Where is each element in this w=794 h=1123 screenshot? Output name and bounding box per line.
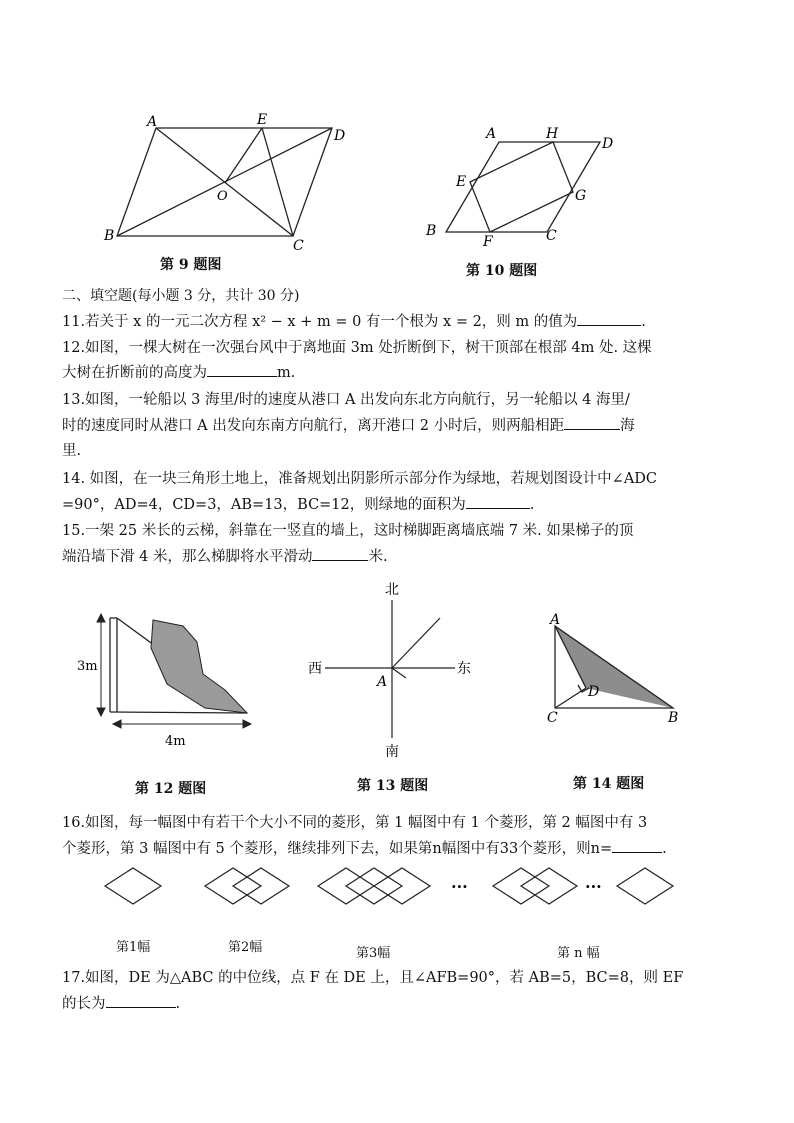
fig9-label-a: A [147,114,158,130]
q14-answer-blank[interactable] [466,494,530,509]
figure-14 [540,612,690,727]
rhombus-caption-2: 第2幅 [228,940,263,955]
fig13-point-a: A [377,674,388,690]
question-14-line2 [62,492,534,518]
fig9-label-o: O [217,189,228,204]
fig10-label-d: D [602,136,614,152]
fig13-caption: 第 13 题图 [357,778,429,794]
question-11 [62,309,646,335]
question-16-line1: 16.如图，每一幅图中有若干个大小不同的菱形，第 1 幅图中有 1 个菱形，第 2 幅图中有 3 [62,815,648,831]
q11-tail: . [641,314,646,330]
fig10-label-e: E [456,174,467,190]
q12-answer-blank[interactable] [207,362,277,377]
question-14-line1: 14. 如图，在一块三角形土地上，准备规划出阴影所示部分作为绿地，若规划图设计中∠ADC [62,471,658,487]
fig9-label-d: D [334,128,346,144]
q15-pre: 端沿墙下滑 4 米，那么梯脚将水平滑动 [62,549,313,565]
figure-12 [75,600,265,760]
fig12-shaded-region [151,620,247,713]
q15-post: 米. [368,549,388,565]
rhombus-caption-n: 第 n 幅 [557,946,600,961]
rhombus-caption-1: 第1幅 [116,940,151,955]
question-16-line2 [62,836,667,862]
fig14-label-a: A [550,612,561,628]
fig10-label-g: G [575,188,587,204]
question-17-line2 [62,991,180,1017]
fig13-east-label: 东 [457,661,471,677]
figure-10 [420,120,620,250]
q12-post: m. [277,365,296,381]
question-13-line1: 13.如图，一轮船以 3 海里/时的速度从港口 A 出发向东北方向航行，另一轮船以 4 海里/ [62,392,630,408]
q15-answer-blank[interactable] [312,546,368,561]
fig13-south-label: 南 [385,744,399,760]
rhombus-caption-3: 第3幅 [356,946,391,961]
q14-post: . [529,497,535,513]
rhombus-ellipsis-2: ··· [585,877,602,896]
fig10-label-b: B [426,223,437,239]
fig14-caption: 第 14 题图 [573,776,645,792]
fig9-label-c: C [293,238,304,253]
question-12-line1: 12.如图，一棵大树在一次强台风中于离地面 3m 处折断倒下，树干顶部在根部 4m 处. 这棵 [62,340,652,356]
fig12-caption: 第 12 题图 [135,781,207,797]
q16-post: . [662,841,667,857]
q17-pre: 的长为 [62,996,106,1012]
q14-pre: =90°，AD=4，CD=3，AB=13，BC=12，则绿地的面积为 [62,497,466,513]
fig10-label-c: C [546,228,557,244]
fig9-label-e: E [257,112,268,128]
fig12-width-label: 4m [165,734,186,749]
rhombus-fig1 [105,868,161,904]
q16-answer-blank[interactable] [612,838,662,853]
question-17-line1: 17.如图，DE 为△ABC 的中位线，点 F 在 DE 上，且∠AFB=90°，若 AB=5，BC=8，则 EF [62,970,684,986]
rhombus-ellipsis-1: ··· [451,877,468,896]
fig9-label-b: B [104,228,115,244]
question-15-line2 [62,544,388,570]
q11-text: 11.若关于 x 的一元二次方程 x² − x + m = 0 有一个根为 x = 2，则 m 的值为 [62,314,578,330]
q12-pre: 大树在折断前的高度为 [62,365,207,381]
figure-13 [300,578,490,760]
question-13-line2 [62,413,635,439]
fig9-caption: 第 9 题图 [160,257,222,273]
fig13-north-label: 北 [385,582,399,598]
question-15-line1: 15.一架 25 米长的云梯，斜靠在一竖直的墙上，这时梯脚距离墙底端 7 米. 如果梯子的顶 [62,523,634,539]
q11-answer-blank[interactable] [577,311,641,326]
question-13-line3: 里. [62,443,82,459]
fig10-label-f: F [483,234,493,250]
fig14-label-c: C [547,710,558,726]
q13-post: 海 [620,418,635,434]
q13-answer-blank[interactable] [564,415,620,430]
fig10-label-a: A [486,126,497,142]
fig13-west-label: 西 [308,661,322,677]
fig10-label-h: H [546,126,559,142]
q17-post: . [175,996,181,1012]
rhombus-fign-last [617,868,673,904]
fig14-label-b: B [668,710,679,726]
figure-9 [100,108,360,253]
q16-pre: 个菱形，第 3 幅图中有 5 个菱形，继续排列下去，如果第n幅图中有33个菱形，则n= [62,841,613,857]
section-heading: 二、填空题(每小题 3 分，共计 30 分) [62,288,300,304]
q17-answer-blank[interactable] [106,993,176,1008]
rhombus-sequence [95,862,695,912]
fig10-caption: 第 10 题图 [466,263,538,279]
fig14-label-d: D [588,684,600,700]
fig12-height-label: 3m [77,659,98,674]
q13-pre: 时的速度同时从港口 A 出发向东南方向航行，离开港口 2 小时后，则两船相距 [62,418,565,434]
question-12-line2 [62,360,295,386]
